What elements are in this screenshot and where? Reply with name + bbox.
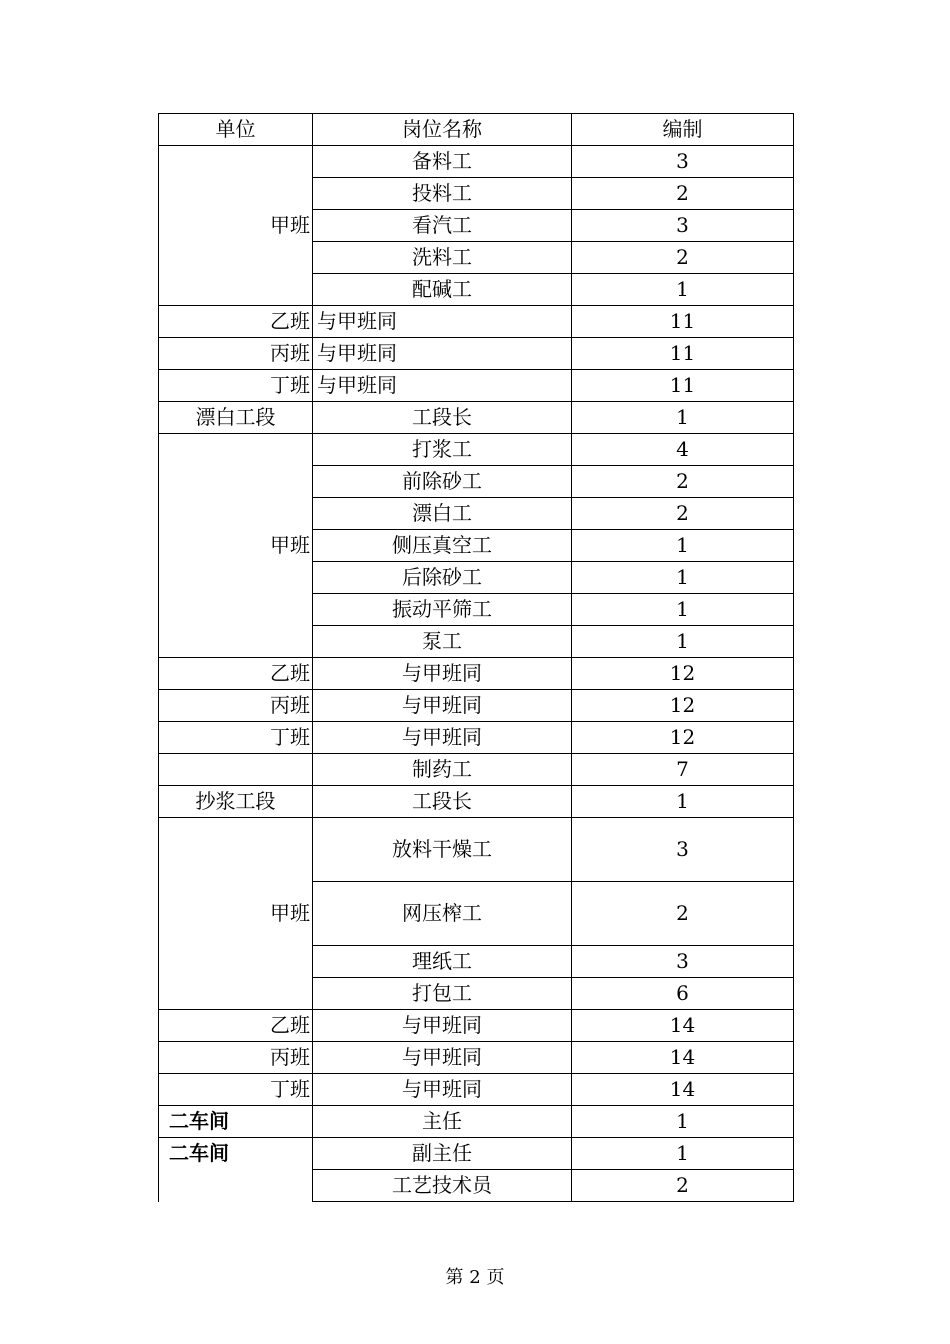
quota-cell: 14 xyxy=(572,1074,794,1106)
table-row xyxy=(159,1074,794,1106)
quota-cell: 14 xyxy=(572,1010,794,1042)
quota-cell: 2 xyxy=(572,466,794,498)
table-row xyxy=(159,754,794,786)
position-cell: 漂白工 xyxy=(313,498,572,530)
position-cell: 与甲班同 xyxy=(313,306,572,338)
quota-cell: 11 xyxy=(572,338,794,370)
quota-cell: 1 xyxy=(572,562,794,594)
position-cell: 制药工 xyxy=(313,754,572,786)
position-cell: 与甲班同 xyxy=(313,658,572,690)
quota-cell: 6 xyxy=(572,978,794,1010)
quota-cell: 2 xyxy=(572,498,794,530)
unit-cell: 丙班 xyxy=(159,1042,313,1074)
position-cell: 与甲班同 xyxy=(313,338,572,370)
quota-cell: 2 xyxy=(572,178,794,210)
table-row xyxy=(159,1042,794,1074)
position-cell: 工段长 xyxy=(313,786,572,818)
quota-cell: 12 xyxy=(572,722,794,754)
quota-cell: 2 xyxy=(572,882,794,946)
position-cell: 投料工 xyxy=(313,178,572,210)
quota-cell: 3 xyxy=(572,146,794,178)
unit-cell: 乙班 xyxy=(159,306,313,338)
unit-cell: 乙班 xyxy=(159,658,313,690)
unit-cell: 乙班 xyxy=(159,1010,313,1042)
position-cell: 与甲班同 xyxy=(313,1074,572,1106)
table-row xyxy=(159,1106,794,1138)
position-cell: 打浆工 xyxy=(313,434,572,466)
position-cell: 副主任 xyxy=(313,1138,572,1170)
unit-cell: 漂白工段 xyxy=(159,402,313,434)
quota-cell: 11 xyxy=(572,306,794,338)
table-row xyxy=(159,722,794,754)
position-cell: 泵工 xyxy=(313,626,572,658)
position-cell: 后除砂工 xyxy=(313,562,572,594)
unit-cell: 丁班 xyxy=(159,1074,313,1106)
quota-cell: 12 xyxy=(572,658,794,690)
position-cell: 侧压真空工 xyxy=(313,530,572,562)
quota-cell: 2 xyxy=(572,1170,794,1202)
quota-cell: 1 xyxy=(572,594,794,626)
header-row xyxy=(159,114,794,146)
quota-cell: 3 xyxy=(572,818,794,882)
quota-cell: 2 xyxy=(572,242,794,274)
table-row xyxy=(159,434,794,466)
unit-cell: 丁班 xyxy=(159,370,313,402)
position-cell: 看汽工 xyxy=(313,210,572,242)
table-row xyxy=(159,1138,794,1170)
unit-cell: 二车间 xyxy=(159,1138,313,1202)
header-unit: 单位 xyxy=(159,114,313,146)
quota-cell: 7 xyxy=(572,754,794,786)
unit-cell: 丙班 xyxy=(159,338,313,370)
header-position: 岗位名称 xyxy=(313,114,572,146)
page-number: 第 2 页 xyxy=(445,1267,505,1288)
position-cell: 打包工 xyxy=(313,978,572,1010)
quota-cell: 14 xyxy=(572,1042,794,1074)
unit-cell: 丙班 xyxy=(159,690,313,722)
quota-cell: 4 xyxy=(572,434,794,466)
table-row xyxy=(159,338,794,370)
position-cell: 振动平筛工 xyxy=(313,594,572,626)
unit-cell: 丁班 xyxy=(159,722,313,754)
position-cell: 与甲班同 xyxy=(313,1042,572,1074)
quota-cell: 3 xyxy=(572,946,794,978)
unit-cell: 二车间 xyxy=(159,1106,313,1138)
position-cell: 理纸工 xyxy=(313,946,572,978)
quota-cell: 1 xyxy=(572,402,794,434)
quota-cell: 3 xyxy=(572,210,794,242)
table-row xyxy=(159,306,794,338)
quota-cell: 1 xyxy=(572,626,794,658)
position-cell: 前除砂工 xyxy=(313,466,572,498)
position-cell: 工段长 xyxy=(313,402,572,434)
position-cell: 配碱工 xyxy=(313,274,572,306)
unit-cell xyxy=(159,754,313,786)
table-row xyxy=(159,786,794,818)
quota-cell: 11 xyxy=(572,370,794,402)
position-cell: 主任 xyxy=(313,1106,572,1138)
quota-cell: 1 xyxy=(572,274,794,306)
unit-cell: 抄浆工段 xyxy=(159,786,313,818)
position-cell: 与甲班同 xyxy=(313,1010,572,1042)
quota-cell: 1 xyxy=(572,786,794,818)
header-quota: 编制 xyxy=(572,114,794,146)
staffing-table xyxy=(158,113,794,1202)
position-cell: 备料工 xyxy=(313,146,572,178)
table-row xyxy=(159,690,794,722)
quota-cell: 1 xyxy=(572,1138,794,1170)
group-unit-shift-a: 甲班 xyxy=(159,146,313,306)
table-row xyxy=(159,402,794,434)
position-cell: 与甲班同 xyxy=(313,690,572,722)
group-unit-shift-a: 甲班 xyxy=(159,818,313,1010)
position-cell: 网压榨工 xyxy=(313,882,572,946)
table-row xyxy=(159,658,794,690)
position-cell: 与甲班同 xyxy=(313,370,572,402)
position-cell: 与甲班同 xyxy=(313,722,572,754)
quota-cell: 12 xyxy=(572,690,794,722)
quota-cell: 1 xyxy=(572,530,794,562)
quota-cell: 1 xyxy=(572,1106,794,1138)
table-row xyxy=(159,818,794,882)
position-cell: 放料干燥工 xyxy=(313,818,572,882)
table-row xyxy=(159,1010,794,1042)
table-row xyxy=(159,146,794,178)
position-cell: 洗料工 xyxy=(313,242,572,274)
group-unit-shift-a: 甲班 xyxy=(159,434,313,658)
table-row xyxy=(159,370,794,402)
position-cell: 工艺技术员 xyxy=(313,1170,572,1202)
